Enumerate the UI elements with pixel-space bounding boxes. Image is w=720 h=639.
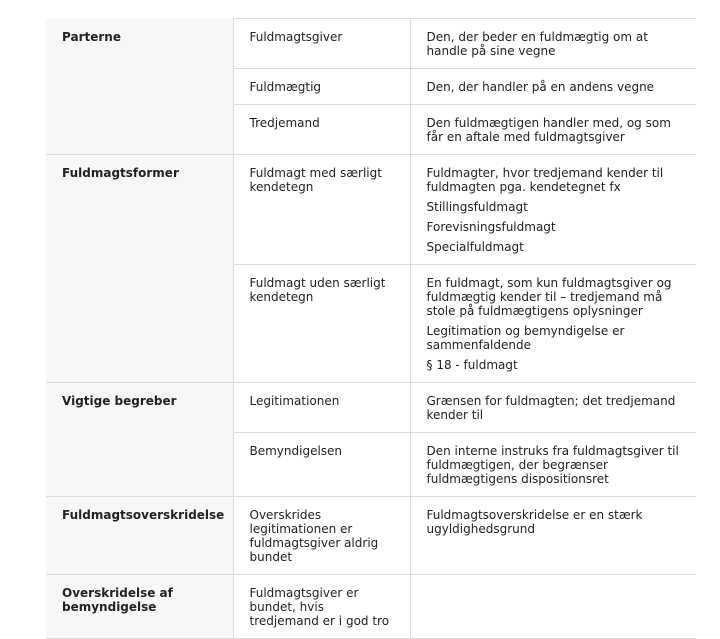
description-line: Specialfuldmagt bbox=[426, 240, 524, 254]
description-line: Den interne instruks fra fuldmagtsgiver til fuldmægtigen, der begrænser fuldmægtigens dispositionsret bbox=[426, 444, 679, 486]
description-line: Fuldmagter, hvor tredjemand kender til fuldmagten pga. kendetegnet fx bbox=[426, 166, 664, 194]
term-cell: Overskrides legitimationen er fuldmagtsgiver aldrig bundet bbox=[233, 497, 410, 575]
description-cell bbox=[410, 383, 696, 433]
law-summary-table bbox=[46, 18, 696, 639]
term-cell: Fuldmagtsgiver er bundet, hvis tredjemand er i god tro bbox=[233, 575, 410, 639]
description-cell bbox=[410, 575, 696, 639]
category-cell: Overskridelse af bemyndigelse bbox=[46, 575, 233, 639]
category-cell: Parterne bbox=[46, 19, 233, 155]
description-cell bbox=[410, 497, 696, 575]
description-cell bbox=[410, 19, 696, 69]
term-cell: Tredjemand bbox=[233, 105, 410, 155]
description-cell bbox=[410, 69, 696, 105]
description-cell bbox=[410, 155, 696, 265]
description-line: Legitimation og bemyndigelse er sammenfaldende bbox=[426, 324, 625, 352]
term-cell: Fuldmagt uden særligt kendetegn bbox=[233, 265, 410, 383]
table-row bbox=[46, 383, 696, 433]
description-cell bbox=[410, 265, 696, 383]
term-cell: Fuldmagt med særligt kendetegn bbox=[233, 155, 410, 265]
description-line: Forevisningsfuldmagt bbox=[426, 220, 556, 234]
term-cell: Fuldmagtsgiver bbox=[233, 19, 410, 69]
description-line: Den, der beder en fuldmægtig om at handle på sine vegne bbox=[426, 30, 648, 58]
description-line: Grænsen for fuldmagten; det tredjemand kender til bbox=[426, 394, 676, 422]
table-row bbox=[46, 575, 696, 639]
description-line: Fuldmagtsoverskridelse er en stærk ugyldighedsgrund bbox=[426, 508, 643, 536]
category-cell: Vigtige begreber bbox=[46, 383, 233, 497]
description-cell bbox=[410, 105, 696, 155]
description-line: § 18 - fuldmagt bbox=[426, 358, 518, 372]
description-line: Stillingsfuldmagt bbox=[426, 200, 528, 214]
description-line: Den fuldmægtigen handler med, og som får en aftale med fuldmagtsgiver bbox=[426, 116, 671, 144]
description-cell bbox=[410, 433, 696, 497]
description-line: En fuldmagt, som kun fuldmagtsgiver og fuldmægtig kender til – tredjemand må stole på fuldmægtigens oplysninger bbox=[426, 276, 672, 318]
table-row bbox=[46, 19, 696, 69]
table-row bbox=[46, 497, 696, 575]
category-cell: Fuldmagtsoverskridelse bbox=[46, 497, 233, 575]
term-cell: Fuldmægtig bbox=[233, 69, 410, 105]
description-line: Den, der handler på en andens vegne bbox=[426, 80, 655, 94]
table-row bbox=[46, 155, 696, 265]
table-body bbox=[46, 19, 696, 639]
term-cell: Bemyndigelsen bbox=[233, 433, 410, 497]
term-cell: Legitimationen bbox=[233, 383, 410, 433]
category-cell: Fuldmagtsformer bbox=[46, 155, 233, 383]
